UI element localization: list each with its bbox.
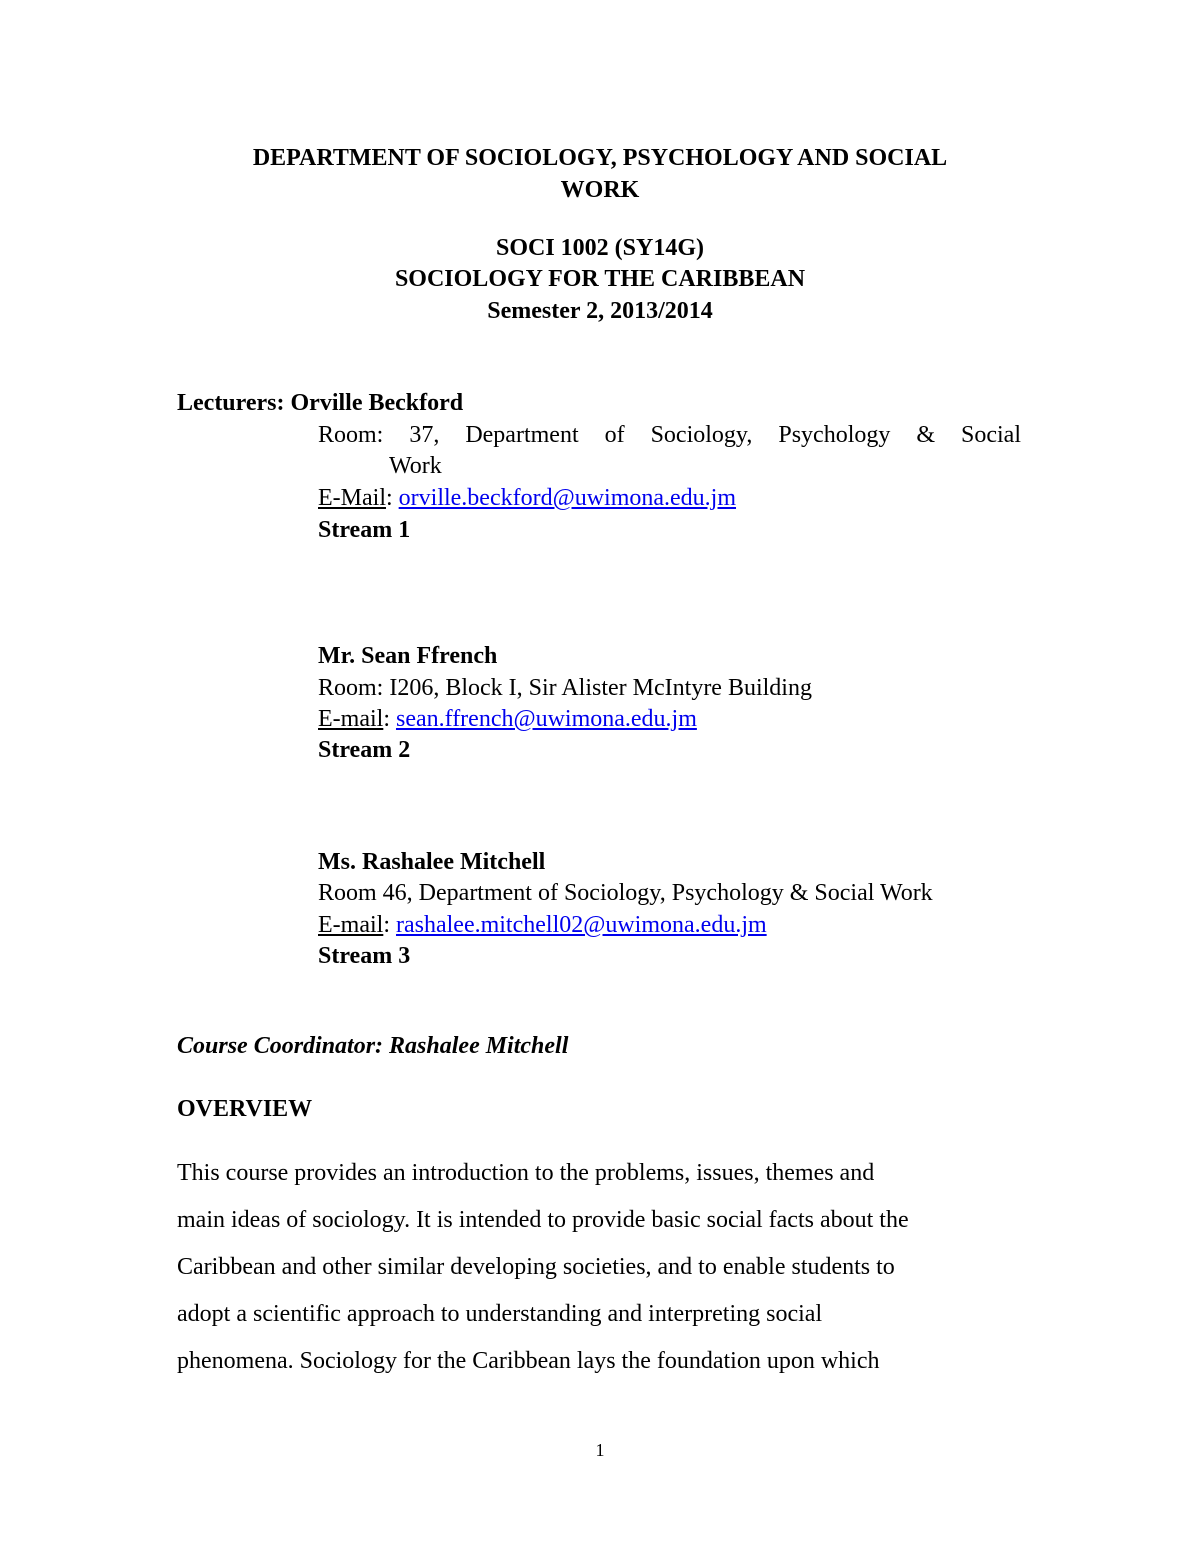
lecturers-label: Lecturers: [177, 390, 285, 416]
overview-heading: OVERVIEW [177, 1096, 313, 1122]
lecturer-email-row: E-mail: rashalee.mitchell02@uwimona.edu.jm [318, 912, 767, 938]
lecturer-room-continued: Work [389, 453, 442, 479]
course-coordinator: Course Coordinator: Rashalee Mitchell [177, 1033, 569, 1059]
lecturers-heading [177, 390, 463, 417]
overview-line: Caribbean and other similar developing societies, and to enable students to [177, 1254, 895, 1280]
overview-line: main ideas of sociology. It is intended to provide basic social facts about the [177, 1207, 909, 1233]
lecturer-email-row: E-mail: sean.ffrench@uwimona.edu.jm [318, 706, 697, 732]
stream-label: Stream 1 [318, 517, 411, 543]
stream-label: Stream 3 [318, 943, 411, 969]
email-label: E-mail [318, 912, 384, 938]
page-number: 1 [595, 1440, 605, 1460]
overview-line: phenomena. Sociology for the Caribbean lays the foundation upon which [177, 1348, 880, 1374]
email-link[interactable]: sean.ffrench@uwimona.edu.jm [395, 706, 697, 732]
course-code: SOCI 1002 (SY14G) [495, 235, 705, 261]
lecturer-name: Mr. Sean Ffrench [318, 643, 498, 669]
email-label: E-mail [318, 706, 384, 732]
lecturer-name: Orville Beckford [290, 390, 464, 416]
lecturer-room: Room 46, Department of Sociology, Psychology & Social Work [318, 880, 933, 906]
email-link[interactable]: orville.beckford@uwimona.edu.jm [398, 485, 737, 511]
lecturer-name: Ms. Rashalee Mitchell [318, 849, 546, 875]
stream-label: Stream 2 [318, 737, 411, 763]
overview-line: This course provides an introduction to the problems, issues, themes and [177, 1160, 875, 1186]
department-title-line1: DEPARTMENT OF SOCIOLOGY, PSYCHOLOGY AND SOCIAL [252, 145, 948, 171]
lecturer-email-row: E-Mail: orville.beckford@uwimona.edu.jm [318, 485, 737, 511]
overview-line: adopt a scientific approach to understanding and interpreting social [177, 1301, 823, 1327]
department-title-line2: WORK [560, 177, 640, 203]
lecturer-room: Room: 37, Department of Sociology, Psychology & Social [318, 422, 1021, 448]
email-label: E-Mail [318, 485, 386, 511]
lecturer-room: Room: I206, Block I, Sir Alister McIntyre Building [318, 675, 812, 701]
email-link[interactable]: rashalee.mitchell02@uwimona.edu.jm [395, 912, 767, 938]
course-title: SOCIOLOGY FOR THE CARIBBEAN [394, 266, 806, 292]
semester: Semester 2, 2013/2014 [487, 298, 713, 324]
